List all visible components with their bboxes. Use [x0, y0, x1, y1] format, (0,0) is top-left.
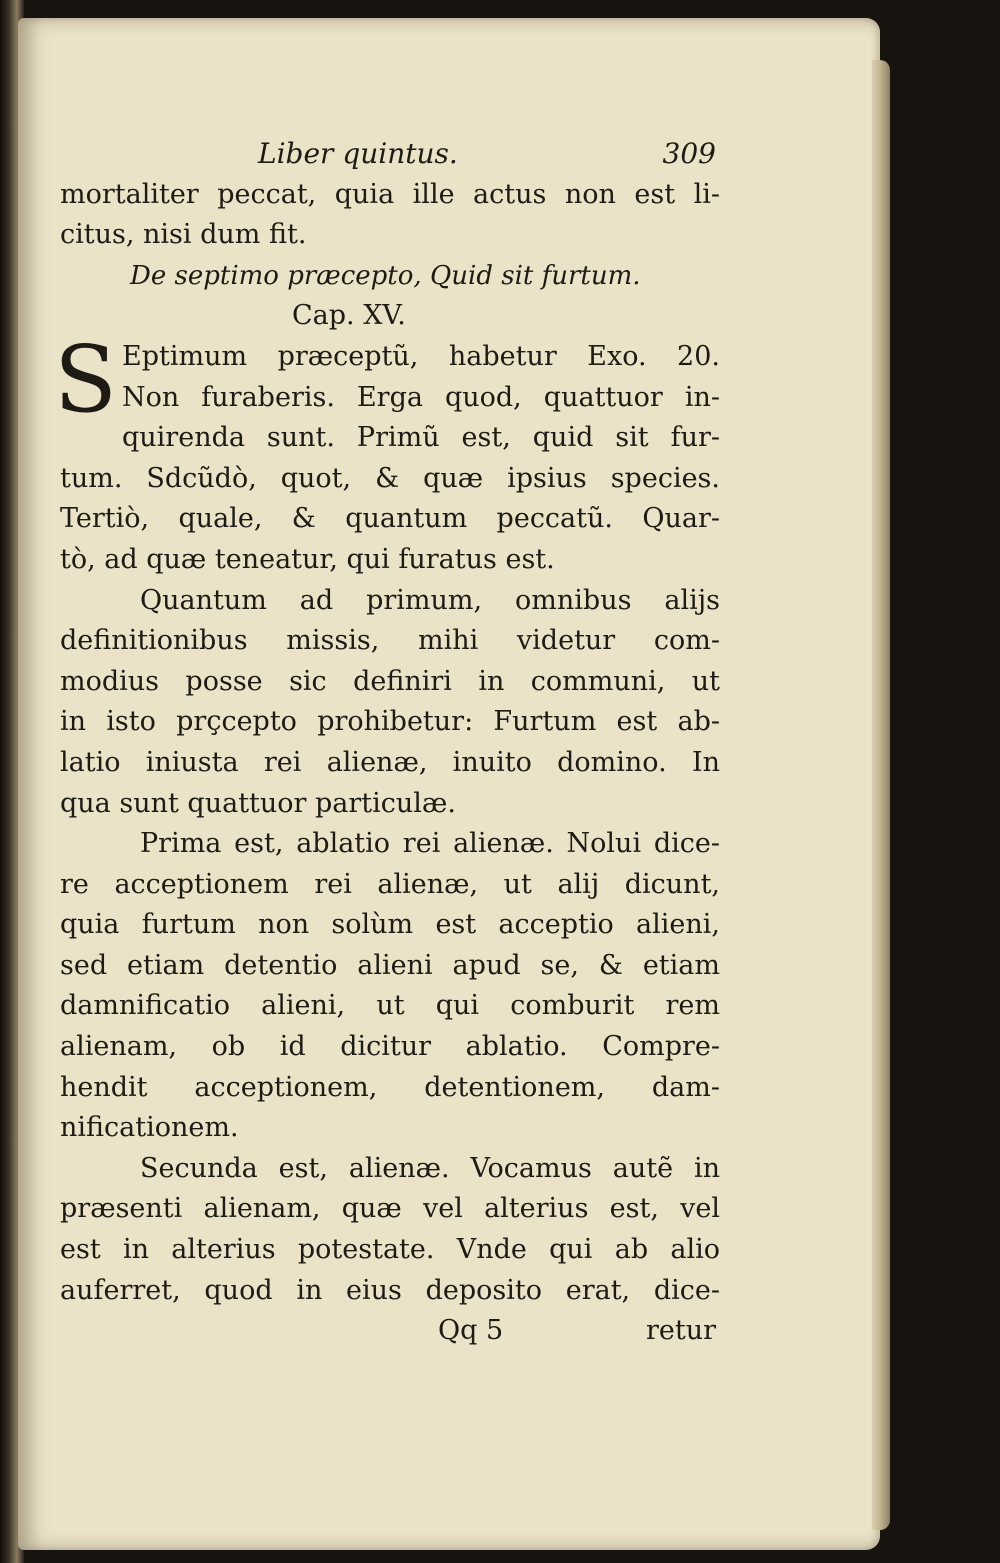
text-line: nificationem.	[60, 1112, 239, 1144]
running-title: Liber quintus.	[258, 137, 458, 170]
text-line: Secunda est, alienæ. Vocamus autẽ in	[140, 1152, 720, 1184]
text-line: mortaliter peccat, quia ille actus non est li-	[60, 178, 720, 210]
first-paragraph	[54, 325, 720, 581]
signature-mark: Qq 5	[438, 1315, 504, 1347]
text-line: Eptimum præceptũ, habetur Exo. 20.	[122, 340, 720, 372]
chapter-number: Cap. XV.	[292, 300, 406, 332]
text-line: qua sunt quattuor particulæ.	[60, 787, 456, 819]
page-fore-edge	[872, 60, 890, 1530]
text-line: hendit acceptionem, detentionem, dam-	[60, 1071, 720, 1103]
page-text	[54, 134, 720, 1352]
text-line: tum. Sdcũdò, quot, & quæ ipsius species.	[60, 462, 720, 494]
page-number: 309	[662, 137, 716, 170]
text-line: quia furtum non solùm est acceptio alieni,	[60, 909, 720, 941]
text-line: auferret, quod in eius deposito erat, dice-	[60, 1274, 720, 1306]
text-line: citus, nisi dum fit.	[60, 219, 307, 251]
running-head	[60, 134, 720, 175]
text-line: re acceptionem rei alienæ, ut alij dicunt,	[60, 868, 720, 900]
page-footer	[60, 1311, 720, 1352]
text-line: definitionibus missis, mihi videtur com-	[60, 625, 720, 657]
catchword: retur	[645, 1315, 716, 1347]
text-line: quirenda sunt. Primũ est, quid sit fur-	[122, 422, 720, 454]
chapter-title: De septimo præcepto, Quid sit furtum.	[130, 260, 641, 291]
text-line: damnificatio alieni, ut qui comburit rem	[60, 990, 720, 1022]
text-line: tò, ad quæ teneatur, qui furatus est.	[60, 543, 555, 575]
text-line: Non furaberis. Erga quod, quattuor in-	[122, 381, 720, 413]
text-line: præsenti alienam, quæ vel alterius est, vel	[60, 1193, 720, 1225]
text-line: modius posse sic definiri in communi, ut	[60, 665, 720, 697]
text-line: in isto prçcepto prohibetur: Furtum est ab-	[60, 706, 720, 738]
text-line: Quantum ad primum, omnibus alijs	[140, 584, 720, 616]
text-line: Tertiò, quale, & quantum peccatũ. Quar-	[60, 503, 720, 535]
text-line: est in alterius potestate. Vnde qui ab alio	[60, 1234, 720, 1266]
text-line: latio iniusta rei alienæ, inuito domino. In	[60, 746, 720, 778]
text-line: sed etiam detentio alieni apud se, & etiam	[60, 949, 720, 981]
text-line: Prima est, ablatio rei alienæ. Nolui dice-	[140, 828, 720, 860]
text-line: alienam, ob id dicitur ablatio. Compre-	[60, 1031, 720, 1063]
drop-cap: S	[54, 325, 118, 433]
